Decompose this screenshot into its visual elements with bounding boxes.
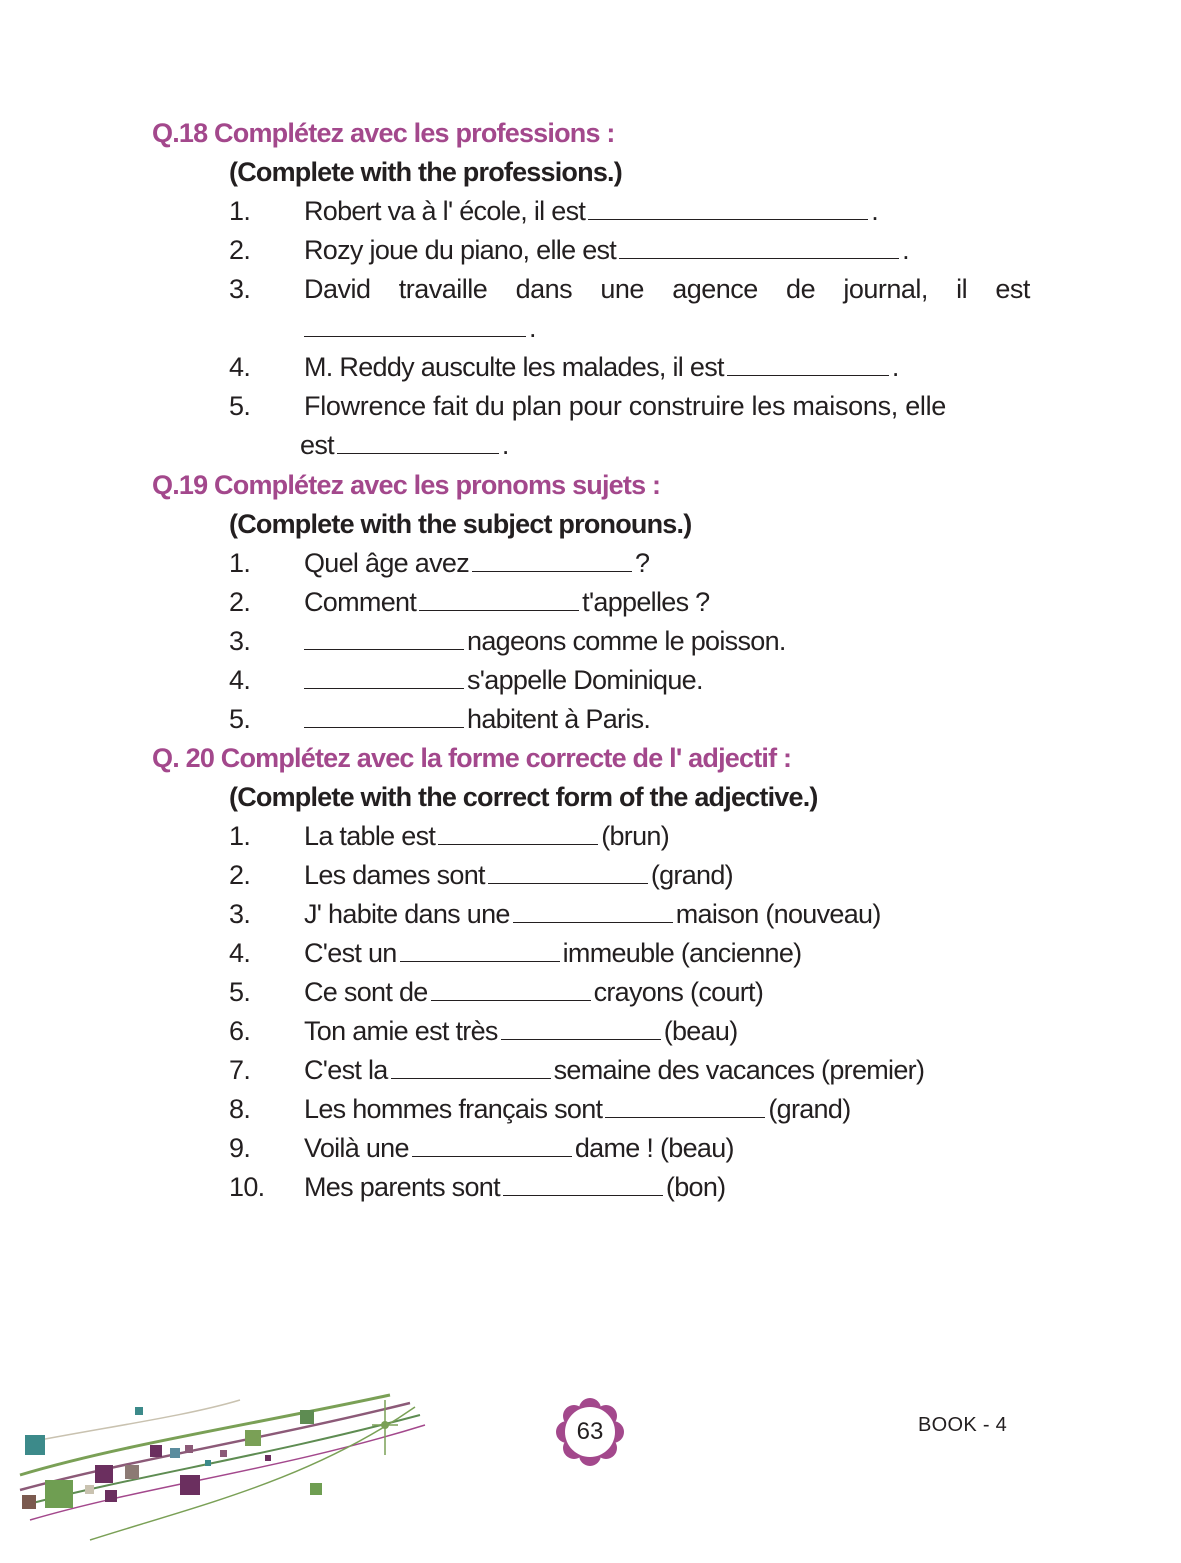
word: dans bbox=[515, 274, 573, 304]
answer-blank[interactable] bbox=[412, 1134, 572, 1157]
item-text: Comment bbox=[304, 587, 417, 617]
item-number: 4. bbox=[229, 352, 251, 382]
item-text: Robert va à l' école, il est bbox=[304, 196, 586, 226]
q19-title: Complétez avec les pronoms sujets : bbox=[214, 470, 661, 500]
answer-blank[interactable] bbox=[501, 1017, 661, 1040]
word: agence bbox=[672, 274, 758, 304]
item-text-after: semaine des vacances (premier) bbox=[553, 1055, 925, 1085]
item-number: 3. bbox=[229, 626, 251, 656]
answer-blank[interactable] bbox=[472, 549, 632, 572]
item-text: M. Reddy ausculte les malades, il est bbox=[304, 352, 724, 382]
item-text: Les dames sont bbox=[304, 860, 485, 890]
item-text-after: . bbox=[529, 313, 536, 343]
answer-blank[interactable] bbox=[304, 705, 464, 728]
item-text: Les hommes français sont bbox=[304, 1094, 603, 1124]
q19-subtitle: (Complete with the subject pronouns.) bbox=[229, 509, 692, 539]
q18-number: Q.18 bbox=[152, 118, 208, 148]
q18-heading bbox=[152, 118, 615, 149]
item-text-after: (bon) bbox=[665, 1172, 726, 1202]
answer-blank[interactable] bbox=[337, 431, 499, 454]
page-number-container bbox=[555, 1397, 625, 1467]
item-text-justified bbox=[304, 274, 1030, 305]
item-text-after: nageons comme le poisson. bbox=[467, 626, 786, 656]
answer-blank[interactable] bbox=[488, 861, 648, 884]
item-number: 5. bbox=[229, 977, 251, 1007]
item-number: 6. bbox=[229, 1016, 251, 1046]
item-text: Ce sont de bbox=[304, 977, 428, 1007]
item-text-after: t'appelles ? bbox=[582, 587, 710, 617]
item-text: est bbox=[300, 430, 334, 460]
item-text-after: . bbox=[501, 430, 509, 460]
word: journal, bbox=[843, 274, 928, 304]
item-number: 1. bbox=[229, 196, 251, 226]
item-text: Quel âge avez bbox=[304, 548, 470, 578]
item-text: Ton amie est très bbox=[304, 1016, 498, 1046]
item-text: C'est la bbox=[304, 1055, 388, 1085]
q18-title: Complétez avec les professions : bbox=[214, 118, 615, 148]
item-number: 4. bbox=[229, 665, 251, 695]
q20-subtitle: (Complete with the correct form of the adjective.) bbox=[229, 782, 818, 812]
word: David bbox=[304, 274, 371, 304]
word: travaille bbox=[398, 274, 488, 304]
item-number: 2. bbox=[229, 235, 251, 265]
item-number: 1. bbox=[229, 821, 251, 851]
item-text: Mes parents sont bbox=[304, 1172, 500, 1202]
item-text: La table est bbox=[304, 821, 436, 851]
answer-blank[interactable] bbox=[304, 627, 464, 650]
item-text-after: (grand) bbox=[768, 1094, 851, 1124]
item-text-after: dame ! (beau) bbox=[574, 1133, 734, 1163]
item-number: 3. bbox=[229, 899, 251, 929]
word: une bbox=[600, 274, 644, 304]
item-text: Flowrence fait du plan pour construire les maisons, elle bbox=[304, 391, 947, 421]
word: il bbox=[956, 274, 968, 304]
q19-heading bbox=[152, 470, 660, 501]
item-number: 1. bbox=[229, 548, 251, 578]
answer-blank[interactable] bbox=[400, 939, 560, 962]
item-text: Voilà une bbox=[304, 1133, 409, 1163]
item-number: 4. bbox=[229, 938, 251, 968]
answer-blank[interactable] bbox=[727, 353, 889, 376]
item-text-after: ? bbox=[635, 548, 650, 578]
item-number: 7. bbox=[229, 1055, 251, 1085]
answer-blank[interactable] bbox=[588, 197, 868, 220]
item-text-after: . bbox=[902, 235, 909, 265]
item-text-after: immeuble (ancienne) bbox=[562, 938, 802, 968]
item-text-after: (grand) bbox=[650, 860, 733, 890]
answer-blank[interactable] bbox=[513, 900, 673, 923]
item-number: 3. bbox=[229, 274, 251, 304]
q20-title: Complétez avec la forme correcte de l' adjectif : bbox=[220, 743, 792, 773]
item-text-after: s'appelle Dominique. bbox=[467, 665, 703, 695]
answer-blank[interactable] bbox=[438, 822, 598, 845]
item-text-after: . bbox=[891, 352, 899, 382]
item-number: 2. bbox=[229, 587, 251, 617]
decorative-swoosh-graphic bbox=[0, 1385, 430, 1545]
q20-number: Q. 20 bbox=[152, 743, 215, 773]
answer-blank[interactable] bbox=[605, 1095, 765, 1118]
item-text: J' habite dans une bbox=[304, 899, 510, 929]
q19-number: Q.19 bbox=[152, 470, 208, 500]
q20-heading bbox=[152, 743, 791, 774]
item-number: 5. bbox=[229, 391, 251, 421]
item-text-after: habitent à Paris. bbox=[467, 704, 651, 734]
answer-blank[interactable] bbox=[304, 666, 464, 689]
item-text-after: maison (nouveau) bbox=[675, 899, 881, 929]
book-label: BOOK - 4 bbox=[918, 1414, 1008, 1436]
answer-blank[interactable] bbox=[304, 314, 526, 337]
word: de bbox=[786, 274, 816, 304]
answer-blank[interactable] bbox=[419, 588, 579, 611]
answer-blank[interactable] bbox=[391, 1056, 551, 1079]
word: est bbox=[995, 274, 1030, 304]
item-number: 5. bbox=[229, 704, 251, 734]
item-number: 8. bbox=[229, 1094, 251, 1124]
item-number: 9. bbox=[229, 1133, 251, 1163]
answer-blank[interactable] bbox=[503, 1173, 663, 1196]
item-text-after: . bbox=[871, 196, 879, 226]
item-text: Rozy joue du piano, elle est bbox=[304, 235, 617, 265]
item-text-after: (beau) bbox=[663, 1016, 738, 1046]
q18-subtitle: (Complete with the professions.) bbox=[229, 157, 622, 187]
item-text: C'est un bbox=[304, 938, 397, 968]
page-number: 63 bbox=[576, 1418, 604, 1445]
item-text-after: crayons (court) bbox=[593, 977, 764, 1007]
item-number: 10. bbox=[229, 1172, 265, 1202]
answer-blank[interactable] bbox=[431, 978, 591, 1001]
item-number: 2. bbox=[229, 860, 251, 890]
item-text-after: (brun) bbox=[601, 821, 670, 851]
answer-blank[interactable] bbox=[619, 236, 899, 259]
